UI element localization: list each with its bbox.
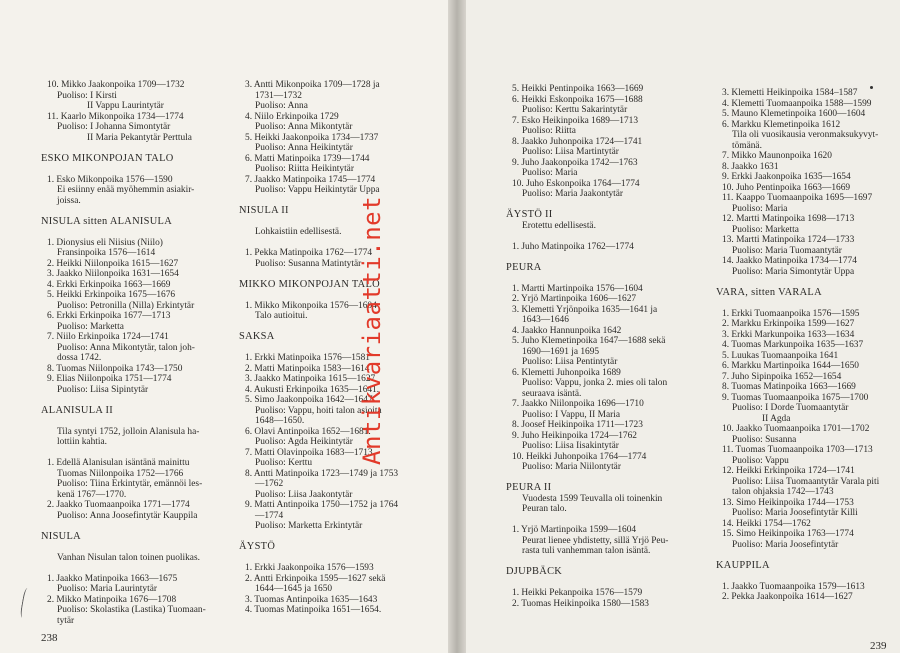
text-line: Puoliso: Riitta [522,126,576,136]
entry-line: 5. Mauno Klemetinpoika 1600—1604 [722,109,866,119]
section-heading: KAUPPILA [716,559,770,571]
text-line: Puoliso: I Johanna Simontytär [57,122,171,132]
entry-line: 7. Juho Sipinpoika 1652—1654 [722,371,842,382]
text-line: Puoliso: Anna [255,101,308,111]
text-line: Puoliso: Marketta [732,224,799,235]
text-line: —1762 [255,479,284,489]
entry-line: 14. Heikki 1754—1762 [722,518,811,529]
text-line: 1731—1732 [255,90,302,101]
text-line: Puoliso: Anna Heikintytär [255,143,353,153]
entry-line: 2. Tuomas Heikinpoika 1580—1583 [512,598,649,609]
text-line: Puoliso: Petronilla (Nilla) Erkintytär [57,300,195,311]
entry-line: 15. Simo Heikinpoika 1763—1774 [722,529,854,539]
entry-line: 5. Juho Klemetinpoika 1647—1688 sekä [512,336,666,346]
text-line: Puoliso: Maria Joosefintytär Killi [732,508,858,518]
entry-line: 3. Jaakko Matinpoika 1615—1627 [245,374,376,384]
entry-line: 5. Simo Jaakonpoika 1642—1647 [245,395,373,405]
entry-line: 4. Erkki Erkinpoika 1663—1669 [47,279,171,290]
entry-line: 7. Niilo Erkinpoika 1724—1741 [47,332,169,342]
entry-line: 4. Tuomas Matinpoika 1651—1654. [245,605,382,615]
entry-line: 14. Jaakko Matinpoika 1734—1774 [722,256,857,266]
text-line: Vanhan Nisulan talon toinen puolikas. [57,552,200,563]
text-line: Puoliso: Liisa Jaakontytär [255,489,353,500]
entry-line: 1. Erkki Matinpoika 1576—1581 [245,353,370,363]
pen-mark [19,588,31,619]
left-page-number: 238 [41,632,58,644]
text-line: Puoliso: Vappu, jonka 2. mies oli talon [522,378,668,388]
entry-line: 11. Kaarlo Mikonpoika 1734—1774 [47,111,184,122]
entry-line: 2. Pekka Jaakonpoika 1614—1627 [722,592,853,602]
entry-line: 2. Markku Erkinpoika 1599—1627 [722,319,855,329]
text-line: Puoliso: I Kirsti [57,90,117,101]
text-line: Puoliso: Maria Niilontytär [522,462,621,472]
entry-line: 8. Antti Matinpoika 1723—1749 ja 1753 [245,468,399,479]
text-line: seuraava isäntä. [522,388,582,399]
entry-line: 3. Tuomas Antinpoika 1635—1643 [245,594,378,605]
text-line: Puoliso: Maria Simontytär Uppa [732,266,855,277]
entry-line: 7. Mikko Maunonpoika 1620 [722,151,832,161]
entry-line: 9. Juho Heikinpoika 1724—1762 [512,430,637,441]
text-line: Puoliso: Agda Heikintytär [255,437,353,447]
entry-line: 1. Pekka Matinpoika 1762—1774 [245,248,373,258]
entry-line: 6. Markku Martinpoika 1644—1650 [722,361,859,371]
section-heading: PEURA II [506,482,552,493]
text-line: Puoliso: Liisa Pentintytär [522,357,618,367]
section-heading: NISULA sitten ALANISULA [41,215,173,227]
text-line: Puoliso: I Vappu, II Maria [522,409,620,420]
entry-line: 11. Kaappo Tuomaanpoika 1695—1697 [722,193,873,203]
entry-line: 12. Heikki Erkinpoika 1724—1741 [722,466,855,476]
entry-line: 7. Esko Heikinpoika 1689—1713 [512,115,639,126]
section-heading: PEURA [506,261,542,273]
text-line: Puoliso: Marketta [57,321,124,332]
text-line: Peurat lienee yhdistetty, sillä Yrjö Peu- [522,535,669,546]
entry-line: 10. Mikko Jaakonpoika 1709—1732 [47,80,185,90]
text-line: joissa. [57,195,81,206]
section-heading: NISULA II [239,205,289,216]
text-line: 1648—1650. [255,416,305,426]
entry-line: 3. Erkki Markunpoika 1633—1634 [722,329,855,340]
entry-line: 8. Tuomas Matinpoika 1663—1669 [722,382,856,392]
entry-line: 5. Heikki Jaakonpoika 1734—1737 [245,132,379,143]
entry-line: 4. Tuomas Markunpoika 1635—1637 [722,340,864,350]
entry-line: 5. Heikki Erkinpoika 1675—1676 [47,290,176,300]
entry-line: 3. Klemetti Yrjönpoika 1635—1641 ja [512,304,658,315]
entry-line: 5. Heikki Pentinpoika 1663—1669 [512,84,644,94]
entry-line: 1. Jaakko Tuomaanpoika 1579—1613 [722,581,865,592]
section-heading: SAKSA [239,331,275,342]
entry-line: 6. Matti Matinpoika 1739—1744 [245,153,370,164]
entry-line: 11. Tuomas Tuomaanpoika 1703—1713 [722,445,873,455]
text-line: Tila syntyi 1752, jolloin Alanisula ha- [57,426,200,437]
entry-line: 2. Antti Erkinpoika 1595—1627 sekä [245,573,386,584]
section-heading: ESKO MIKONPOJAN TALO [41,152,174,164]
right-page-number: 239 [870,640,887,652]
text-line: —1774 [255,510,284,521]
text-line: Puoliso: Kerttu Sakarintytär [522,105,628,115]
text-line: Puoliso: Maria Jaakontytär [522,189,624,199]
text-line: Puoliso: Susanna Matintytär [255,258,362,269]
entry-line: 1. Yrjö Martinpoika 1599—1604 [512,525,637,535]
entry-line: 6. Markku Klemetinpoika 1612 [722,119,841,130]
text-line: Puoliso: Maria [732,203,788,214]
entry-line: 1. Heikki Pekanpoika 1576—1579 [512,588,643,598]
section-heading: NISULA [41,530,81,542]
text-line: rasta tuli vanhemman talon isäntä. [522,546,651,556]
text-line: dossa 1742. [57,353,102,363]
text-line: II Agda [762,413,791,424]
entry-line: 1. Martti Martinpoika 1576—1604 [512,283,643,294]
text-line: Lohkaistiin edellisestä. [255,227,342,237]
entry-line: 1. Erkki Tuomaanpoika 1576—1595 [722,308,860,319]
entry-line: 1. Esko Mikonpoika 1576—1590 [47,174,173,185]
section-heading: DJUPBÄCK [506,566,563,577]
entry-line: 12. Martti Matinpoika 1698—1713 [722,214,855,224]
entry-line: 6. Erkki Erkinpoika 1677—1713 [47,311,171,321]
section-heading: ALANISULA II [41,404,113,416]
text-line: Tuomas Niilonpoika 1752—1766 [57,468,184,479]
entry-line: 9. Matti Antinpoika 1750—1752 ja 1764 [245,500,399,510]
text-line: Fransinpoika 1576—1614 [57,248,156,258]
entry-line: 3. Klemetti Heikinpoika 1584–1587 [722,88,858,98]
entry-line: 10. Juho Pentinpoika 1663—1669 [722,182,851,193]
entry-line: 9. Erkki Jaakonpoika 1635—1654 [722,172,851,182]
entry-line: 8. Joosef Heikinpoika 1711—1723 [512,420,643,430]
text-line: Puoliso: Anna Joosefintytär Kauppila [57,510,198,521]
entry-line: 3. Antti Mikonpoika 1709—1728 ja [245,80,380,90]
entry-line: 1. Edellä Alanisulan isäntänä mainittu [47,458,190,468]
section-heading: ÄYSTÖ [239,541,276,552]
entry-line: 13. Simo Heikinpoika 1744—1753 [722,497,854,508]
text-line: Puoliso: Skolastika (Lastika) Tuomaan- [57,605,206,615]
text-line: tömänä. [732,140,762,151]
text-line: kenä 1767—1770. [57,489,127,500]
entry-line: 7. Jaakko Matinpoika 1745—1774 [245,174,376,185]
text-line: Puoliso: Tiina Erkintytär, emännöi les- [57,479,203,489]
entry-line: 4. Niilo Erkinpoika 1729 [245,111,339,122]
text-line: Puoliso: Anna Mikontytär [255,122,353,132]
entry-line: 1. Juho Matinpoika 1762—1774 [512,241,634,252]
text-line: Puoliso: Liisa Sipintytär [57,384,149,395]
entry-line: 10. Jaakko Tuomaanpoika 1701—1702 [722,424,870,434]
text-line: Puoliso: I Dorde Tuomaantytär [732,403,849,413]
entry-line: 1. Erkki Jaakonpoika 1576—1593 [245,563,374,573]
entry-line: 6. Olavi Antinpoika 1652—1681. [245,426,371,437]
entry-line: 1. Jaakko Matinpoika 1663—1675 [47,573,178,584]
entry-line: 6. Klemetti Juhonpoika 1689 [512,367,621,378]
watermark: Antikvariaatti.net [358,195,386,465]
text-line: lottiin kahtia. [57,437,107,447]
text-line: Puoliso: Marketta Erkintytär [255,521,363,531]
text-line: Puoliso: Susanna [732,434,797,445]
entry-line: 2. Heikki Niilonpoika 1615—1627 [47,258,179,269]
text-line: Puoliso: Kerttu [255,458,313,468]
text-line: Puoliso: Maria Laurintytär [57,584,157,594]
text-line: Puoliso: Anna Mikontytär, talon joh- [57,342,195,353]
entry-line: 7. Jaakko Niilonpoika 1696—1710 [512,399,644,409]
text-line: Puoliso: Vappu, hoiti talon asioita [255,405,382,416]
text-line: Tila oli vuosikausia veronmaksukyvyt- [732,130,879,140]
text-line: Puoliso: Maria Tuomaantytär [732,245,842,256]
entry-line: 5. Luukas Tuomaanpoika 1641 [722,350,839,361]
entry-line: 7. Matti Olavinpoika 1683—1713 [245,447,373,458]
text-line: Ei esiinny enää myöhemmin asiakir- [57,185,195,195]
section-heading: MIKKO MIKONPOJAN TALO [239,278,380,290]
text-line: Puoliso: Liisa Martintytär [522,147,619,157]
text-line: Puoliso: Liisa Tuomaantytär Varala piti [732,476,880,487]
text-line: II Maria Pekantytär Perttula [87,132,192,143]
text-line: Puoliso: Liisa Iisakintytär [522,441,619,451]
text-line: Talo autioitui. [255,311,308,321]
book-gutter [448,0,466,653]
text-line: Erotettu edellisestä. [522,220,596,231]
entry-line: 10. Juho Eskonpoika 1764—1774 [512,178,640,189]
ink-dot [870,86,873,89]
section-heading: VARA, sitten VARALA [716,286,822,298]
text-line: Vuodesta 1599 Teuvalla oli toinenkin [522,493,663,504]
entry-line: 9. Elias Niilonpoika 1751—1774 [47,374,172,384]
entry-line: 8. Jaakko Juhonpoika 1724—1741 [512,136,643,147]
entry-line: 2. Matti Matinpoika 1583—1614 [245,363,370,374]
text-line: talon ohjaksia 1742—1743 [732,487,834,497]
text-line: Peuran talo. [522,504,567,514]
text-line: Puoliso: Maria Joosefintytär [732,539,839,550]
text-line: tytär [57,615,75,626]
entry-line: 8. Tuomas Niilonpoika 1743—1750 [47,363,183,374]
entry-line: 10. Heikki Juhonpoika 1764—1774 [512,451,647,462]
entry-line: 9. Tuomas Tuomaanpoika 1675—1700 [722,392,869,403]
entry-line: 6. Heikki Eskonpoika 1675—1688 [512,94,643,105]
text-line: Puoliso: Riitta Heikintytär [255,164,354,174]
entry-line: 4. Klemetti Tuomaanpoika 1588—1599 [722,98,872,109]
text-line: 1643—1646 [522,315,569,325]
entry-line: 1. Dionysius eli Niisius (Niilo) [47,237,163,248]
text-line: Puoliso: Vappu Heikintytär Uppa [255,185,380,195]
entry-line: 2. Yrjö Martinpoika 1606—1627 [512,294,637,304]
text-line: 1644—1645 ja 1650 [255,584,333,594]
entry-line: 2. Jaakko Tuomaanpoika 1771—1774 [47,500,190,510]
entry-line: 9. Juho Jaakonpoika 1742—1763 [512,157,638,168]
entry-line: 3. Jaakko Niilonpoika 1631—1654 [47,269,179,279]
entry-line: 4. Aukusti Erkinpoika 1635—1641. [245,384,380,395]
entry-line: 2. Mikko Matinpoika 1676—1708 [47,594,177,605]
entry-line: 1. Mikko Mikonpoika 1576—1604 [245,300,377,311]
text-line: Puoliso: Vappu [732,455,789,466]
entry-line: 8. Jaakko 1631 [722,161,779,172]
entry-line: 4. Jaakko Hannunpoika 1642 [512,325,622,336]
text-line: 1690—1691 ja 1695 [522,346,600,357]
text-line: Puoliso: Maria [522,168,578,178]
section-heading: ÄYSTÖ II [506,209,553,220]
entry-line: 13. Martti Matinpoika 1724—1733 [722,235,855,245]
right-page [466,0,900,653]
text-line: II Vappu Laurintytär [87,101,164,111]
